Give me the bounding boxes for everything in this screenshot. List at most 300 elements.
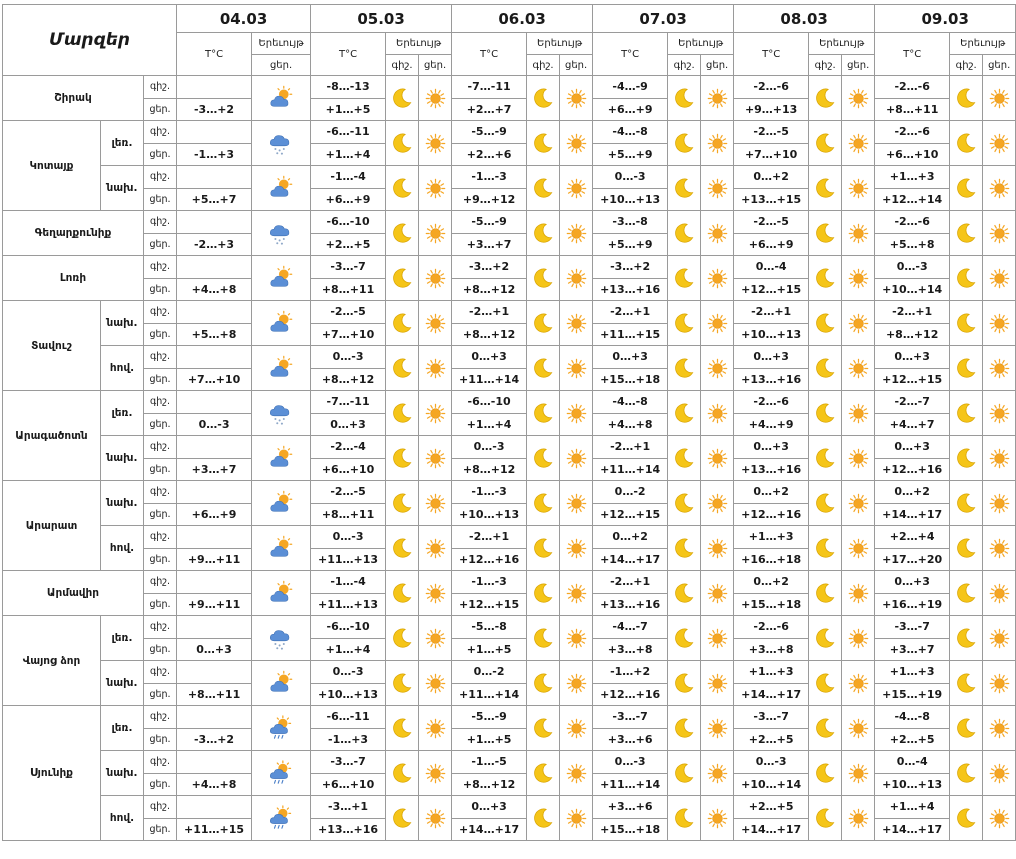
sun-icon	[425, 808, 446, 827]
sun-icon	[989, 403, 1010, 422]
day-temperature: +6…+9	[734, 233, 809, 256]
day-temperature: +9…+11	[177, 548, 252, 571]
moon-icon	[673, 358, 695, 377]
sun-icon-cell	[701, 76, 734, 121]
sun-icon-cell	[842, 121, 875, 166]
moon-icon-cell	[527, 571, 560, 616]
moon-icon-cell	[809, 346, 842, 391]
sun-icon-cell	[842, 346, 875, 391]
day-temperature: +6…+9	[311, 188, 386, 211]
sun-icon-cell	[560, 616, 593, 661]
sun-icon	[707, 808, 728, 827]
moon-icon	[532, 223, 554, 242]
moon-icon	[955, 358, 977, 377]
sun-icon-cell	[701, 256, 734, 301]
region-name: Գեղարքունիք	[3, 211, 144, 256]
day-temperature: +3…+6	[593, 728, 668, 751]
day-temperature: +8…+12	[452, 773, 527, 796]
night-temperature: -2…+1	[875, 301, 950, 324]
day-temperature: 0…+3	[311, 413, 386, 436]
day-temperature: +13…+16	[734, 458, 809, 481]
sun-icon	[848, 313, 869, 332]
weather-icon-cell	[252, 526, 311, 571]
moon-icon-cell	[386, 76, 419, 121]
date-header: 06.03	[452, 5, 593, 33]
sun-icon	[989, 358, 1010, 377]
moon-icon	[955, 538, 977, 557]
night-temperature: -2…-5	[734, 211, 809, 234]
moon-icon	[673, 808, 695, 827]
region-name: Լոռի	[3, 256, 144, 301]
sun-icon	[989, 493, 1010, 512]
sun-icon-cell	[419, 121, 452, 166]
sun-icon	[989, 718, 1010, 737]
moon-icon-cell	[386, 796, 419, 841]
region-name: Արմավիր	[3, 571, 144, 616]
moon-icon	[814, 763, 836, 782]
night-temperature	[177, 391, 252, 414]
moon-icon	[391, 718, 413, 737]
day-temperature: +15…+18	[593, 818, 668, 841]
moon-icon-cell	[527, 166, 560, 211]
table-row	[3, 661, 1016, 684]
day-label: ցեր.	[144, 503, 177, 526]
night-temperature: 0…+3	[593, 346, 668, 369]
night-temperature: -4…-8	[875, 706, 950, 729]
table-row	[3, 751, 1016, 774]
night-temperature: -4…-8	[593, 121, 668, 144]
day-temperature: +14…+17	[875, 503, 950, 526]
night-temperature	[177, 301, 252, 324]
moon-icon	[391, 223, 413, 242]
night-temperature: +1…+3	[734, 526, 809, 549]
day-label: ցեր.	[144, 773, 177, 796]
moon-icon	[391, 358, 413, 377]
moon-icon	[955, 178, 977, 197]
sun-icon-cell	[842, 256, 875, 301]
weather-icon-cell	[252, 571, 311, 616]
sun-icon	[707, 493, 728, 512]
sun-icon	[848, 178, 869, 197]
moon-icon	[673, 403, 695, 422]
moon-icon-cell	[809, 211, 842, 256]
day-temperature: +11…+15	[593, 323, 668, 346]
night-temperature: +2…+4	[875, 526, 950, 549]
subregion-label: նախ.	[101, 436, 144, 481]
table-row	[3, 526, 1016, 549]
day-label: ցեր.	[144, 683, 177, 706]
sun-icon-cell	[419, 706, 452, 751]
weather-icon-cell	[252, 76, 311, 121]
moon-icon-cell	[809, 166, 842, 211]
day-label: ցեր.	[144, 818, 177, 841]
day-temperature: +10…+13	[734, 323, 809, 346]
night-temperature: 0…+3	[452, 346, 527, 369]
sun-icon-cell	[701, 526, 734, 571]
moon-icon	[532, 628, 554, 647]
cloud-snow-icon	[268, 133, 294, 152]
subregion-label: նախ.	[101, 481, 144, 526]
sun-icon	[566, 718, 587, 737]
moon-icon	[391, 493, 413, 512]
night-label: գիշ.	[144, 661, 177, 684]
region-name: Տավուշ	[3, 301, 101, 391]
day-temperature: +12…+16	[875, 458, 950, 481]
night-temperature: 0…-4	[875, 751, 950, 774]
moon-icon	[955, 763, 977, 782]
sun-icon	[425, 493, 446, 512]
sun-cloud-rain-icon	[268, 808, 294, 827]
moon-icon	[673, 268, 695, 287]
date-header: 09.03	[875, 5, 1016, 33]
day-temperature: +8…+12	[452, 323, 527, 346]
moon-icon-cell	[386, 616, 419, 661]
day-temperature: +12…+16	[452, 548, 527, 571]
sun-icon	[425, 313, 446, 332]
moon-icon	[673, 538, 695, 557]
day-temperature: +13…+16	[734, 368, 809, 391]
sun-icon-cell	[983, 76, 1016, 121]
sun-icon	[848, 358, 869, 377]
day-temperature: +12…+16	[734, 503, 809, 526]
moon-icon-cell	[950, 751, 983, 796]
moon-icon-cell	[527, 121, 560, 166]
night-temperature: -2…-6	[875, 211, 950, 234]
cloud-snow-icon	[268, 403, 294, 422]
moon-icon	[955, 448, 977, 467]
moon-icon-cell	[950, 256, 983, 301]
night-temperature: -5…-9	[452, 121, 527, 144]
day-temperature: +14…+17	[734, 818, 809, 841]
moon-icon	[814, 133, 836, 152]
moon-icon	[673, 628, 695, 647]
weather-icon-cell	[252, 436, 311, 481]
night-label: գիշ.	[144, 796, 177, 819]
moon-icon	[673, 673, 695, 692]
night-temperature: 0…+3	[734, 346, 809, 369]
night-temperature: 0…-3	[734, 751, 809, 774]
night-temperature: -1…-4	[311, 571, 386, 594]
moon-icon	[814, 313, 836, 332]
sun-icon-cell	[842, 796, 875, 841]
partly-cloudy-icon	[268, 673, 294, 692]
day-temperature: +5…+7	[177, 188, 252, 211]
night-temperature: 0…+3	[452, 796, 527, 819]
day-temperature: +5…+8	[875, 233, 950, 256]
phenomenon-header: Երեւույթ	[386, 33, 452, 55]
night-temperature	[177, 211, 252, 234]
sun-icon-cell	[983, 526, 1016, 571]
night-temperature: -6…-10	[452, 391, 527, 414]
day-temperature: +11…+14	[452, 683, 527, 706]
night-label: գիշ.	[144, 256, 177, 279]
night-temperature	[177, 346, 252, 369]
sun-icon-cell	[419, 301, 452, 346]
night-temperature: -2…-7	[875, 391, 950, 414]
weather-icon-cell	[252, 616, 311, 661]
day-subheader: ցեր.	[252, 55, 311, 76]
sun-icon-cell	[560, 751, 593, 796]
sun-icon	[848, 718, 869, 737]
night-temperature: 0…+2	[875, 481, 950, 504]
night-temperature: -3…-8	[593, 211, 668, 234]
sun-icon-cell	[419, 661, 452, 706]
sun-icon	[989, 133, 1010, 152]
moon-icon	[391, 628, 413, 647]
night-temperature: -2…-6	[734, 76, 809, 99]
table-row	[3, 166, 1016, 189]
date-header: 04.03	[177, 5, 311, 33]
partly-cloudy-icon	[268, 538, 294, 557]
temperature-header: T°C	[593, 33, 668, 76]
moon-icon-cell	[527, 301, 560, 346]
sun-icon-cell	[842, 301, 875, 346]
temperature-header: T°C	[311, 33, 386, 76]
sun-icon	[989, 88, 1010, 107]
sun-icon-cell	[983, 436, 1016, 481]
day-temperature: +11…+14	[593, 773, 668, 796]
moon-icon-cell	[668, 661, 701, 706]
cloud-snow-icon	[268, 223, 294, 242]
moon-icon	[955, 628, 977, 647]
moon-icon-cell	[386, 166, 419, 211]
phenomenon-header: Երեւույթ	[950, 33, 1016, 55]
sun-icon-cell	[701, 301, 734, 346]
sun-icon	[848, 223, 869, 242]
weather-icon-cell	[252, 481, 311, 526]
night-temperature: -3…+1	[311, 796, 386, 819]
moon-icon	[673, 763, 695, 782]
day-temperature: +10…+13	[593, 188, 668, 211]
sun-icon	[425, 133, 446, 152]
moon-icon-cell	[668, 796, 701, 841]
day-temperature: +13…+16	[311, 818, 386, 841]
moon-icon-cell	[527, 211, 560, 256]
moon-icon-cell	[950, 121, 983, 166]
moon-icon-cell	[527, 751, 560, 796]
moon-icon-cell	[950, 166, 983, 211]
day-temperature: +7…+10	[311, 323, 386, 346]
day-temperature: +14…+17	[734, 683, 809, 706]
moon-icon-cell	[809, 751, 842, 796]
day-temperature: +11…+14	[593, 458, 668, 481]
night-subheader: գիշ.	[809, 55, 842, 76]
day-temperature: +7…+10	[177, 368, 252, 391]
moon-icon-cell	[809, 256, 842, 301]
night-temperature	[177, 796, 252, 819]
sun-icon	[566, 583, 587, 602]
day-temperature: +3…+7	[452, 233, 527, 256]
sun-icon-cell	[701, 436, 734, 481]
moon-icon	[391, 763, 413, 782]
sun-icon	[707, 268, 728, 287]
sun-icon	[848, 628, 869, 647]
day-temperature: +15…+19	[875, 683, 950, 706]
day-temperature: +11…+13	[311, 593, 386, 616]
moon-icon	[391, 133, 413, 152]
sun-icon-cell	[560, 571, 593, 616]
moon-icon	[814, 88, 836, 107]
sun-icon-cell	[842, 706, 875, 751]
moon-icon-cell	[950, 301, 983, 346]
night-temperature: 0…-3	[452, 436, 527, 459]
night-temperature: -6…-11	[311, 121, 386, 144]
night-temperature: -3…-7	[311, 256, 386, 279]
day-label: ցեր.	[144, 143, 177, 166]
night-temperature: -3…-7	[734, 706, 809, 729]
day-temperature: +9…+12	[452, 188, 527, 211]
night-label: գիշ.	[144, 211, 177, 234]
moon-icon	[673, 448, 695, 467]
sun-icon	[707, 88, 728, 107]
moon-icon	[391, 583, 413, 602]
sun-icon-cell	[560, 796, 593, 841]
day-temperature: +9…+11	[177, 593, 252, 616]
sun-icon-cell	[983, 796, 1016, 841]
day-temperature: +12…+15	[875, 368, 950, 391]
sun-icon-cell	[701, 706, 734, 751]
night-temperature: -2…+1	[593, 301, 668, 324]
moon-icon	[814, 808, 836, 827]
moon-icon-cell	[668, 751, 701, 796]
sun-icon	[989, 673, 1010, 692]
night-temperature	[177, 526, 252, 549]
night-label: գիշ.	[144, 346, 177, 369]
night-temperature: -2…+1	[593, 436, 668, 459]
sun-icon	[425, 358, 446, 377]
day-temperature: +16…+19	[875, 593, 950, 616]
night-temperature: -6…-11	[311, 706, 386, 729]
night-temperature: -2…-5	[311, 481, 386, 504]
forecast-table	[2, 4, 1016, 841]
moon-icon-cell	[386, 391, 419, 436]
moon-icon-cell	[386, 571, 419, 616]
sun-icon-cell	[419, 616, 452, 661]
sun-icon-cell	[560, 346, 593, 391]
night-temperature: -1…-5	[452, 751, 527, 774]
weather-icon-cell	[252, 166, 311, 211]
moon-icon-cell	[668, 121, 701, 166]
moon-icon	[814, 673, 836, 692]
sun-icon-cell	[419, 256, 452, 301]
sun-icon-cell	[419, 526, 452, 571]
day-temperature: +6…+10	[875, 143, 950, 166]
day-label: ցեր.	[144, 548, 177, 571]
weather-icon-cell	[252, 706, 311, 751]
sun-icon	[566, 448, 587, 467]
sun-icon-cell	[983, 301, 1016, 346]
weather-icon-cell	[252, 661, 311, 706]
sun-icon	[707, 448, 728, 467]
night-label: գիշ.	[144, 481, 177, 504]
night-temperature: 0…-2	[452, 661, 527, 684]
moon-icon-cell	[386, 256, 419, 301]
day-temperature: +10…+14	[875, 278, 950, 301]
sun-icon	[989, 628, 1010, 647]
moon-icon	[532, 313, 554, 332]
day-temperature: +2…+7	[452, 98, 527, 121]
subregion-label: նախ.	[101, 301, 144, 346]
sun-cloud-rain-icon	[268, 718, 294, 737]
day-temperature: +14…+17	[593, 548, 668, 571]
sun-icon	[989, 178, 1010, 197]
sun-icon-cell	[560, 76, 593, 121]
subregion-label: լեռ.	[101, 616, 144, 661]
day-temperature: +6…+10	[311, 458, 386, 481]
moon-icon-cell	[668, 211, 701, 256]
day-temperature: +12…+15	[452, 593, 527, 616]
table-row	[3, 571, 1016, 594]
sun-icon-cell	[842, 571, 875, 616]
day-label: ցեր.	[144, 233, 177, 256]
sun-icon	[425, 628, 446, 647]
moon-icon-cell	[527, 706, 560, 751]
sun-icon-cell	[983, 751, 1016, 796]
table-row	[3, 256, 1016, 279]
day-temperature: +1…+4	[311, 638, 386, 661]
sun-icon	[989, 583, 1010, 602]
subregion-label: հով.	[101, 796, 144, 841]
day-temperature: +14…+17	[875, 818, 950, 841]
sun-icon-cell	[983, 211, 1016, 256]
sun-icon-cell	[983, 571, 1016, 616]
subregion-label: լեռ.	[101, 391, 144, 436]
sun-icon	[566, 178, 587, 197]
moon-icon-cell	[668, 526, 701, 571]
region-name: Վայոց ձոր	[3, 616, 101, 706]
sun-icon	[707, 178, 728, 197]
day-temperature: +15…+18	[593, 368, 668, 391]
night-temperature: 0…-3	[875, 256, 950, 279]
day-temperature: +2…+5	[875, 728, 950, 751]
moon-icon-cell	[950, 571, 983, 616]
moon-icon-cell	[809, 526, 842, 571]
sun-icon	[425, 178, 446, 197]
night-temperature: -4…-7	[593, 616, 668, 639]
day-temperature: +1…+5	[452, 638, 527, 661]
sun-icon	[566, 133, 587, 152]
moon-icon	[814, 718, 836, 737]
moon-icon	[673, 178, 695, 197]
table-row	[3, 436, 1016, 459]
night-label: գիշ.	[144, 391, 177, 414]
moon-icon-cell	[527, 436, 560, 481]
moon-icon	[673, 583, 695, 602]
night-temperature: 0…-3	[593, 751, 668, 774]
night-temperature	[177, 166, 252, 189]
sun-icon	[425, 268, 446, 287]
table-row	[3, 121, 1016, 144]
sun-icon-cell	[701, 571, 734, 616]
sun-icon	[425, 448, 446, 467]
night-label: գիշ.	[144, 121, 177, 144]
date-header: 07.03	[593, 5, 734, 33]
day-temperature: +6…+9	[593, 98, 668, 121]
sun-icon-cell	[560, 391, 593, 436]
moon-icon	[955, 313, 977, 332]
sun-icon	[848, 493, 869, 512]
sun-icon	[848, 133, 869, 152]
moon-icon-cell	[950, 436, 983, 481]
moon-icon	[955, 493, 977, 512]
sun-icon	[989, 223, 1010, 242]
moon-icon-cell	[386, 526, 419, 571]
sun-icon	[989, 538, 1010, 557]
table-row	[3, 481, 1016, 504]
weather-icon-cell	[252, 391, 311, 436]
moon-icon	[814, 448, 836, 467]
forecast-body	[3, 76, 1016, 841]
